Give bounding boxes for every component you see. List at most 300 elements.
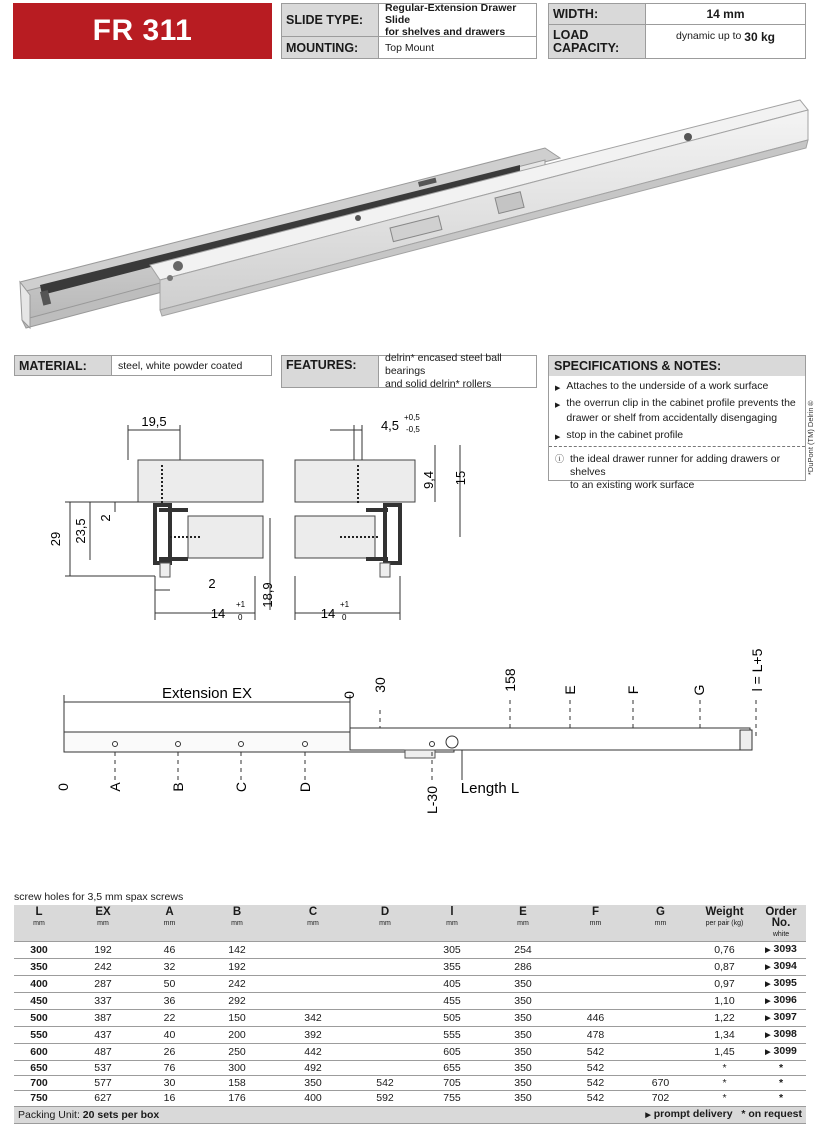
cell-value: 350	[514, 1046, 532, 1058]
table-cell	[563, 1076, 628, 1091]
cell-value: 30	[163, 1077, 176, 1090]
column-header	[64, 905, 142, 942]
table-cell	[483, 1076, 563, 1091]
mark-0-bottom: 0	[55, 783, 71, 791]
table-cell	[693, 1091, 756, 1106]
table-cell	[563, 993, 628, 1010]
table-cell	[64, 976, 142, 993]
table-footer-row	[14, 1106, 806, 1123]
info-text: the ideal drawer runner for adding drawers or shelves	[570, 453, 781, 478]
table-cell	[64, 1076, 142, 1091]
table-cell	[421, 976, 483, 993]
table-cell	[563, 1027, 628, 1044]
notes-divider	[549, 446, 805, 447]
table-cell	[563, 1091, 628, 1106]
column-header	[142, 905, 197, 942]
header-unit: mm	[446, 920, 458, 927]
cell-value: 150	[228, 1012, 246, 1024]
cell-value: 487	[94, 1046, 112, 1058]
cell-value: 300	[30, 944, 48, 956]
cell-value: 1,45	[714, 1046, 735, 1058]
column-header	[628, 905, 693, 942]
table-cell	[693, 1061, 756, 1076]
cell-value: 392	[304, 1029, 322, 1041]
bullet-arrow-icon: ▶	[555, 385, 561, 392]
table-cell	[14, 1091, 64, 1106]
table-cell	[64, 1010, 142, 1027]
table-cell	[349, 1010, 421, 1027]
table-cell	[142, 1044, 197, 1061]
features-value	[378, 352, 536, 390]
table-caption: screw holes for 3,5 mm spax screws	[14, 891, 184, 903]
table-row	[14, 1010, 806, 1027]
cell-value: 192	[94, 944, 112, 956]
table-cell	[483, 1061, 563, 1076]
cell-value: 350	[514, 995, 532, 1007]
cell-value: 542	[586, 1062, 605, 1075]
table-cell	[197, 1076, 277, 1091]
table-cell	[421, 993, 483, 1010]
column-header	[756, 905, 806, 942]
header-label: C	[308, 906, 318, 918]
tol-0-right: 0	[342, 613, 347, 622]
header-unit: mm	[517, 920, 529, 927]
table-cell	[563, 1061, 628, 1076]
right-section	[295, 413, 468, 622]
table-cell	[64, 1061, 142, 1076]
table-cell	[756, 1010, 806, 1027]
cell-value: 505	[443, 1012, 461, 1024]
note-item-cont	[555, 412, 801, 427]
table-cell	[563, 1044, 628, 1061]
table-cell	[349, 976, 421, 993]
cell-value: 176	[228, 1092, 246, 1105]
cell-value: 3099	[773, 1045, 797, 1057]
cell-value: 3097	[773, 1011, 797, 1023]
features-label: FEATURES:	[282, 356, 378, 387]
table-cell	[277, 1010, 349, 1027]
cell-value: *	[722, 1077, 727, 1090]
cell-value: 705	[443, 1077, 461, 1090]
table-cell	[483, 959, 563, 976]
note-text: the overrun clip in the cabinet profile prevents the	[566, 397, 796, 409]
table-cell	[421, 959, 483, 976]
dim-15: 15	[453, 470, 468, 486]
length-label: Length L	[460, 780, 520, 797]
cell-value: 605	[443, 1046, 461, 1058]
mark-30: 30	[372, 677, 388, 693]
prompt-delivery: prompt delivery	[653, 1107, 733, 1120]
table-cell	[142, 1076, 197, 1091]
cell-value: 200	[228, 1029, 246, 1041]
cell-value: 437	[94, 1029, 112, 1041]
packing-label: Packing Unit:	[18, 1108, 80, 1121]
table-cell	[693, 1027, 756, 1044]
header-label: E	[519, 906, 527, 918]
table-cell	[483, 1010, 563, 1027]
cell-value: 350	[514, 1029, 532, 1041]
table-cell	[563, 959, 628, 976]
width-load-box	[548, 3, 806, 59]
table-cell	[277, 1061, 349, 1076]
table-cell	[64, 942, 142, 959]
arrow-icon: ▶	[765, 947, 771, 954]
slide-type-line-2: for shelves and drawers	[385, 26, 506, 38]
header-unit: white	[772, 931, 790, 938]
table-row	[14, 1044, 806, 1061]
cell-value: 755	[443, 1092, 461, 1105]
table-cell	[483, 993, 563, 1010]
table-cell	[421, 1076, 483, 1091]
cell-value: 670	[651, 1077, 670, 1090]
cell-value: 287	[94, 978, 112, 990]
table-cell	[14, 1010, 64, 1027]
cell-value: *	[778, 1077, 784, 1090]
cell-value: 26	[163, 1046, 176, 1058]
table-cell	[756, 1027, 806, 1044]
table-cell	[628, 1091, 693, 1106]
mark-158: 158	[502, 668, 518, 692]
mark-g: G	[691, 684, 707, 696]
table-cell	[483, 976, 563, 993]
mounting-label: MOUNTING:	[282, 37, 378, 58]
header-label: D	[380, 906, 390, 918]
table-cell	[693, 1076, 756, 1091]
mark-e: E	[562, 685, 578, 695]
dim-18-9: 18,9	[260, 582, 275, 608]
table-cell	[563, 1010, 628, 1027]
info-item-cont	[555, 479, 801, 492]
table-cell	[628, 976, 693, 993]
packing-unit	[14, 1106, 563, 1123]
cell-value: 542	[376, 1077, 394, 1090]
table-cell	[14, 959, 64, 976]
packing-value: 20 sets per box	[82, 1108, 160, 1121]
cell-value: 350	[514, 1077, 532, 1090]
cell-value: 250	[228, 1046, 246, 1058]
mark-l-plus5: l = L+5	[749, 648, 765, 692]
table-cell	[421, 1010, 483, 1027]
specifications-notes-box	[548, 355, 806, 491]
table-cell	[756, 1044, 806, 1061]
table-cell	[628, 959, 693, 976]
arrow-icon: ▶	[765, 964, 771, 971]
header-unit: mm	[163, 920, 176, 927]
mark-b: B	[170, 782, 186, 792]
table-cell	[349, 993, 421, 1010]
table-cell	[142, 1027, 197, 1044]
header-unit: mm	[231, 920, 243, 927]
info-item	[555, 453, 801, 479]
mark-l-30: L-30	[424, 785, 440, 815]
arrow-icon: ▶	[765, 1049, 771, 1056]
cell-value: 142	[228, 944, 246, 956]
table-cell	[64, 993, 142, 1010]
cell-value: 500	[30, 1012, 48, 1024]
table-cell	[197, 1091, 277, 1106]
trademark-note: *DuPont (TM) Delrin®	[806, 398, 815, 475]
product-code: FR 311	[13, 3, 272, 59]
arrow-icon: ▶	[765, 1032, 771, 1039]
cell-value: 700	[30, 1077, 48, 1090]
table-cell	[64, 1027, 142, 1044]
side-elevation-drawing	[50, 640, 780, 820]
width-label: WIDTH:	[549, 4, 645, 24]
tol-plus1-right: +1	[340, 600, 350, 609]
table-cell	[693, 1044, 756, 1061]
table-cell	[142, 959, 197, 976]
cell-value: 350	[304, 1077, 322, 1090]
cell-value: 350	[514, 1012, 532, 1024]
bullet-arrow-icon: ▶	[555, 434, 561, 441]
cell-value: 350	[514, 1062, 532, 1075]
header-unit: mm	[379, 920, 391, 927]
table-cell	[197, 1010, 277, 1027]
table-cell	[197, 1027, 277, 1044]
table-cell	[142, 1061, 197, 1076]
cell-value: 158	[228, 1077, 246, 1090]
table-cell	[277, 993, 349, 1010]
left-section	[48, 414, 275, 622]
note-item	[555, 380, 801, 395]
slide-spec-box	[281, 3, 537, 59]
slide-type-line-1: Regular-Extension Drawer Slide	[385, 2, 517, 26]
cell-value: 405	[443, 978, 461, 990]
table-row	[14, 1061, 806, 1076]
load-value	[645, 25, 805, 58]
table-cell	[277, 1044, 349, 1061]
table-cell	[628, 942, 693, 959]
cell-value: 0,97	[714, 978, 735, 990]
table-cell	[14, 942, 64, 959]
cell-value: 355	[443, 961, 461, 973]
cell-value: 242	[228, 978, 246, 990]
table-cell	[14, 993, 64, 1010]
cell-value: 242	[94, 961, 112, 973]
table-cell	[349, 959, 421, 976]
load-label-line-1: LOAD	[553, 27, 589, 42]
dim-14-left: 14	[210, 606, 226, 621]
table-cell	[421, 1027, 483, 1044]
header-label: B	[232, 906, 242, 918]
table-cell	[197, 1044, 277, 1061]
cell-value: 450	[30, 995, 48, 1007]
column-header	[197, 905, 277, 942]
table-cell	[628, 1076, 693, 1091]
cell-value: 350	[514, 1092, 532, 1105]
load-label	[549, 25, 645, 58]
features-line-1: delrin* encased steel ball bearings	[385, 352, 502, 377]
load-label-line-2: CAPACITY:	[553, 40, 620, 55]
table-row	[14, 993, 806, 1010]
table-cell	[483, 1027, 563, 1044]
header-label: A	[165, 906, 174, 918]
tol-plus1-left: +1	[236, 600, 246, 609]
column-header	[14, 905, 64, 942]
dimensions-table	[14, 905, 806, 1124]
cell-value: 542	[586, 1077, 605, 1090]
mark-c: C	[233, 781, 249, 793]
cell-value: 702	[651, 1092, 670, 1105]
on-request: * on request	[741, 1107, 802, 1120]
table-cell	[756, 1091, 806, 1106]
arrow-icon: ▶	[765, 1015, 771, 1022]
table-cell	[142, 993, 197, 1010]
cell-value: 342	[304, 1012, 322, 1024]
notes-title: SPECIFICATIONS & NOTES:	[549, 356, 805, 376]
cell-value: 46	[163, 944, 176, 956]
table-cell	[14, 1076, 64, 1091]
cell-value: 286	[514, 961, 532, 973]
column-header	[483, 905, 563, 942]
table-cell	[64, 959, 142, 976]
table-cell	[563, 942, 628, 959]
note-text: drawer or shelf from accidentally disengaging	[566, 412, 778, 424]
load-value-kg: 30 kg	[744, 30, 775, 44]
table-cell	[197, 959, 277, 976]
table-cell	[349, 942, 421, 959]
table-cell	[693, 976, 756, 993]
note-item	[555, 429, 801, 444]
cell-value: 40	[163, 1029, 176, 1041]
top-marks	[341, 648, 765, 699]
cell-value: 192	[228, 961, 246, 973]
cell-value: 592	[376, 1092, 394, 1105]
cell-value: 542	[586, 1046, 605, 1058]
cell-value: 550	[30, 1029, 48, 1041]
column-header	[277, 905, 349, 942]
table-row	[14, 942, 806, 959]
cell-value: 3098	[773, 1028, 797, 1040]
cell-value: 3093	[773, 943, 797, 955]
table-body	[14, 942, 806, 1107]
table-cell	[64, 1091, 142, 1106]
table-cell	[628, 1027, 693, 1044]
table-cell	[197, 942, 277, 959]
table-cell	[277, 1076, 349, 1091]
header-label: F	[591, 906, 600, 918]
cell-value: *	[778, 1092, 784, 1105]
cell-value: 542	[586, 1092, 605, 1105]
table-cell	[628, 1010, 693, 1027]
cell-value: 76	[163, 1062, 176, 1075]
bottom-marks	[55, 782, 440, 814]
table-cell	[349, 1044, 421, 1061]
dim-29: 29	[48, 531, 63, 547]
table-cell	[14, 1027, 64, 1044]
mark-d: D	[297, 781, 313, 793]
cell-value: 254	[514, 944, 532, 956]
cell-value: 655	[443, 1062, 461, 1075]
table-row	[14, 976, 806, 993]
cell-value: 305	[443, 944, 461, 956]
note-item	[555, 397, 801, 412]
table-cell	[349, 1091, 421, 1106]
header-label: EX	[95, 906, 111, 918]
drawer-slide-illustration	[0, 70, 825, 340]
header-label: l	[450, 906, 454, 918]
cell-value: 478	[586, 1029, 605, 1041]
mounting-value: Top Mount	[378, 37, 536, 58]
features-box	[281, 352, 537, 390]
table-cell	[197, 993, 277, 1010]
cell-value: *	[722, 1062, 727, 1075]
cell-value: 1,34	[714, 1029, 735, 1041]
mark-f: F	[625, 685, 641, 695]
cell-value: 650	[30, 1062, 48, 1075]
table-cell	[693, 942, 756, 959]
header-label: Weight	[705, 906, 744, 918]
header-unit: mm	[97, 920, 109, 927]
table-cell	[14, 976, 64, 993]
table-cell	[756, 993, 806, 1010]
header-unit: mm	[654, 920, 667, 927]
table-cell	[197, 976, 277, 993]
info-text: to an existing work surface	[570, 479, 695, 491]
mark-0-top: 0	[341, 691, 357, 699]
cell-value: *	[778, 1062, 784, 1075]
table-cell	[64, 1044, 142, 1061]
cell-value: 3096	[773, 994, 797, 1006]
cell-value: 16	[163, 1092, 176, 1105]
cell-value: 350	[30, 961, 48, 973]
table-cell	[277, 1027, 349, 1044]
dim-4-5: 4,5	[380, 418, 400, 433]
table-cell	[563, 976, 628, 993]
dim-14-right: 14	[320, 606, 336, 621]
dim-19-5: 19,5	[141, 414, 167, 429]
column-header	[693, 905, 756, 942]
column-header	[563, 905, 628, 942]
table-cell	[421, 1061, 483, 1076]
cell-value: 3094	[773, 960, 797, 972]
table-cell	[756, 942, 806, 959]
table-cell	[349, 1061, 421, 1076]
slide-type-value	[378, 4, 536, 36]
cell-value: 537	[94, 1062, 112, 1075]
table-cell	[277, 959, 349, 976]
cell-value: 492	[304, 1062, 322, 1075]
header-label: L	[35, 906, 43, 918]
header-label: Order No.	[765, 906, 797, 929]
material-value: steel, white powder coated	[111, 356, 271, 375]
features-line-2: and solid delrin* rollers	[385, 378, 492, 390]
width-value: 14 mm	[645, 4, 805, 24]
table-cell	[693, 993, 756, 1010]
table-cell	[756, 976, 806, 993]
cell-value: 627	[94, 1092, 112, 1105]
cell-value: 36	[163, 995, 176, 1007]
table-cell	[756, 1061, 806, 1076]
cell-value: 442	[304, 1046, 322, 1058]
note-text: stop in the cabinet profile	[566, 429, 684, 441]
table-cell	[483, 1091, 563, 1106]
table-cell	[483, 1044, 563, 1061]
cell-value: 400	[30, 978, 48, 990]
table-cell	[628, 1061, 693, 1076]
cell-value: 50	[163, 978, 176, 990]
cell-value: 750	[30, 1092, 48, 1105]
arrow-icon: ▶	[645, 1111, 651, 1119]
cell-value: 22	[163, 1012, 176, 1024]
dim-2-bottom: 2	[208, 576, 216, 591]
table-cell	[421, 1044, 483, 1061]
table-cell	[277, 942, 349, 959]
table-cell	[628, 993, 693, 1010]
tol-plus05: +0,5	[404, 413, 420, 422]
table-cell	[628, 1044, 693, 1061]
table-cell	[277, 976, 349, 993]
